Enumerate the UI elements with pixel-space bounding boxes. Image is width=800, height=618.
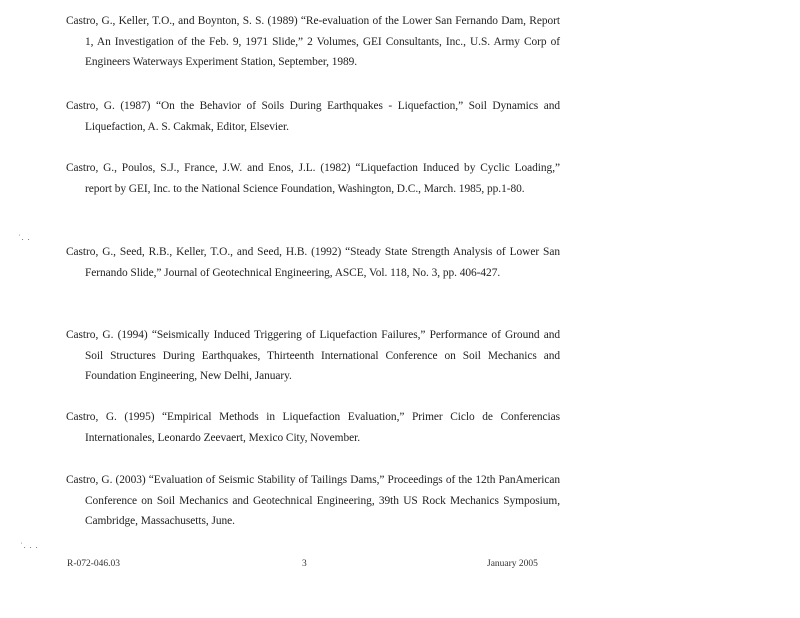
scan-mark: ˙. . — [18, 233, 31, 242]
footer-date: January 2005 — [487, 559, 538, 569]
reference-entry: Castro, G. (2003) “Evaluation of Seismic Stability of Tailings Dams,” Proceedings of the 12th PanAmerican Conference on Soil Mechanics and Geotechnical Engineering, 39th US Rock Mechanics Symposium, Cambridge, Massachusetts, June. — [66, 474, 560, 527]
reference-entry: Castro, G. (1994) “Seismically Induced Triggering of Liquefaction Failures,” Performance of Ground and Soil Structures During Earthquakes, Thirteenth International Conference on Soil Mechanics and Foundation Engineering, New Delhi, January. — [66, 329, 560, 382]
reference-entry: Castro, G., Seed, R.B., Keller, T.O., and Seed, H.B. (1992) “Steady State Strength Analysis of Lower San Fernando Slide,” Journal of Geotechnical Engineering, ASCE, Vol. 118, No. 3, pp. 406-427. — [66, 246, 560, 279]
reference-entry: Castro, G. (1995) “Empirical Methods in Liquefaction Evaluation,” Primer Ciclo de Conferencias Internationales, Leonardo Zeevaert, Mexico City, November. — [66, 411, 560, 444]
scan-mark: ˙. . . — [20, 541, 39, 550]
reference-entry: Castro, G., Poulos, S.J., France, J.W. and Enos, J.L. (1982) “Liquefaction Induced by Cyclic Loading,” report by GEI, Inc. to the National Science Foundation, Washington, D.C., March. 1985, pp.1-80. — [66, 162, 560, 195]
reference-entry: Castro, G. (1987) “On the Behavior of Soils During Earthquakes - Liquefaction,” Soil Dynamics and Liquefaction, A. S. Cakmak, Editor, Elsevier. — [66, 100, 560, 133]
report-number: R-072-046.03 — [67, 559, 121, 569]
page-number: 3 — [302, 559, 307, 569]
reference-entry: Castro, G., Keller, T.O., and Boynton, S. S. (1989) “Re-evaluation of the Lower San Fernando Dam, Report 1, An Investigation of the Feb. 9, 1971 Slide,” 2 Volumes, GEI Consultants, Inc., U.S. Army Corp of Engineers Waterways Experiment Station, September, 1989. — [66, 15, 560, 68]
